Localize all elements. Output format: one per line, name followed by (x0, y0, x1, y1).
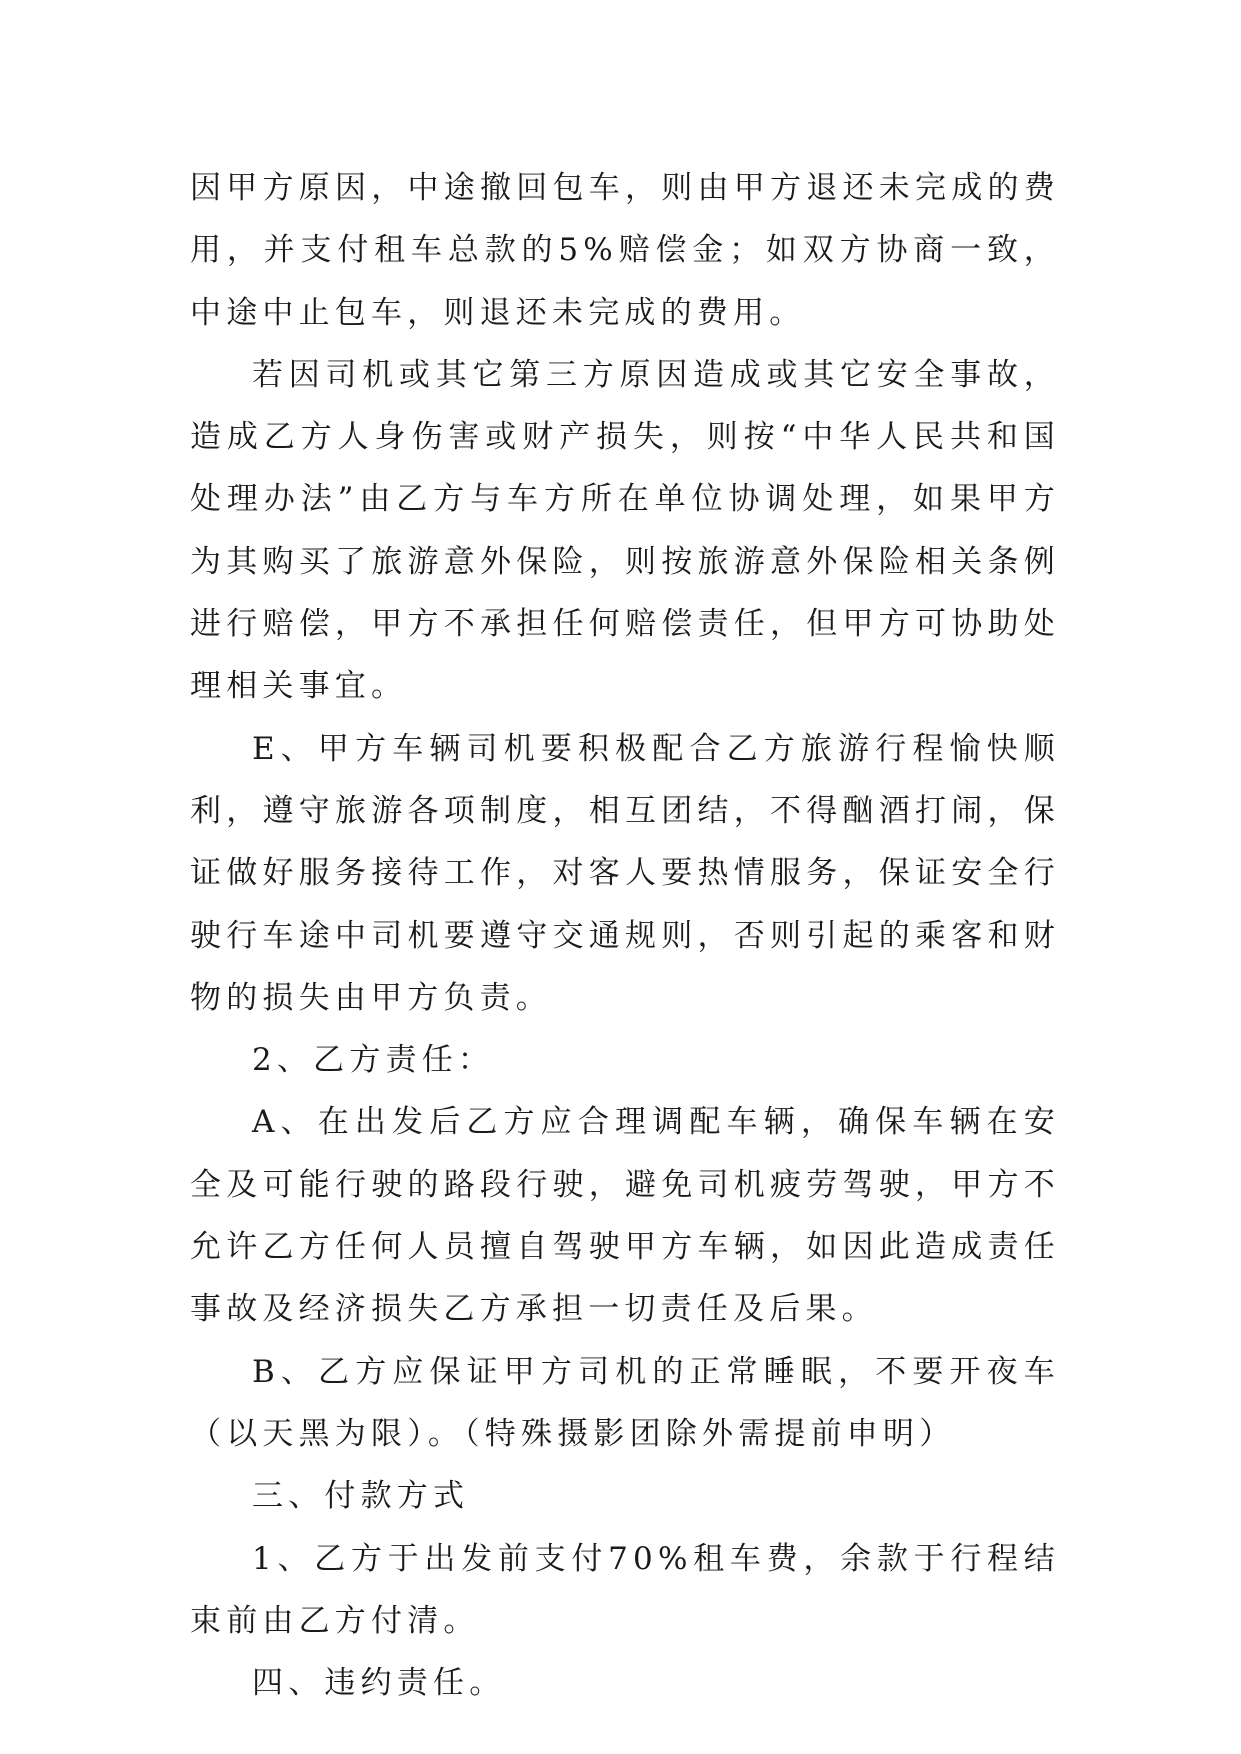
paragraph-driver-conduct: E、甲方车辆司机要积极配合乙方旅游行程愉快顺利，遵守旅游各项制度，相互团结，不得酗酒打闹，保证做好服务接待工作，对客人要热情服务，保证安全行驶行车途中司机要遵守交通规则，否则引起的乘客和财物的损失由甲方负责。 (190, 730, 1060, 1016)
document-body (190, 157, 1060, 1714)
paragraph-driver-rest: B、乙方应保证甲方司机的正常睡眠，不要开夜车（以天黑为限）。（特殊摄影团除外需提前申明） (190, 1353, 1060, 1452)
paragraph-payment-terms: 1、乙方于出发前支付70%租车费，余款于行程结束前由乙方付清。 (190, 1540, 1060, 1639)
heading-payment-method: 三、付款方式 (252, 1478, 470, 1515)
paragraph-vehicle-dispatch: A、在出发后乙方应合理调配车辆，确保车辆在安全及可能行驶的路段行驶，避免司机疲劳驾驶，甲方不允许乙方任何人员擅自驾驶甲方车辆，如因此造成责任事故及经济损失乙方承担一切责任及后果。 (190, 1104, 1060, 1328)
paragraph-refund-terms: 因甲方原因，中途撤回包车，则由甲方退还未完成的费用，并支付租车总款的5%赔偿金；如双方协商一致，中途中止包车，则退还未完成的费用。 (190, 170, 1060, 331)
paragraph-accident-liability: 若因司机或其它第三方原因造成或其它安全事故，造成乙方人身伤害或财产损失，则按“中华人民共和国处理办法”由乙方与车方所在单位协调处理，如果甲方为其购买了旅游意外保险，则按旅游意外保险相关条例进行赔偿，甲方不承担任何赔偿责任，但甲方可协助处理相关事宜。 (190, 356, 1060, 705)
heading-breach-liability: 四、违约责任。 (252, 1665, 506, 1702)
heading-party-b-responsibility: 2、乙方责任： (252, 1042, 495, 1079)
